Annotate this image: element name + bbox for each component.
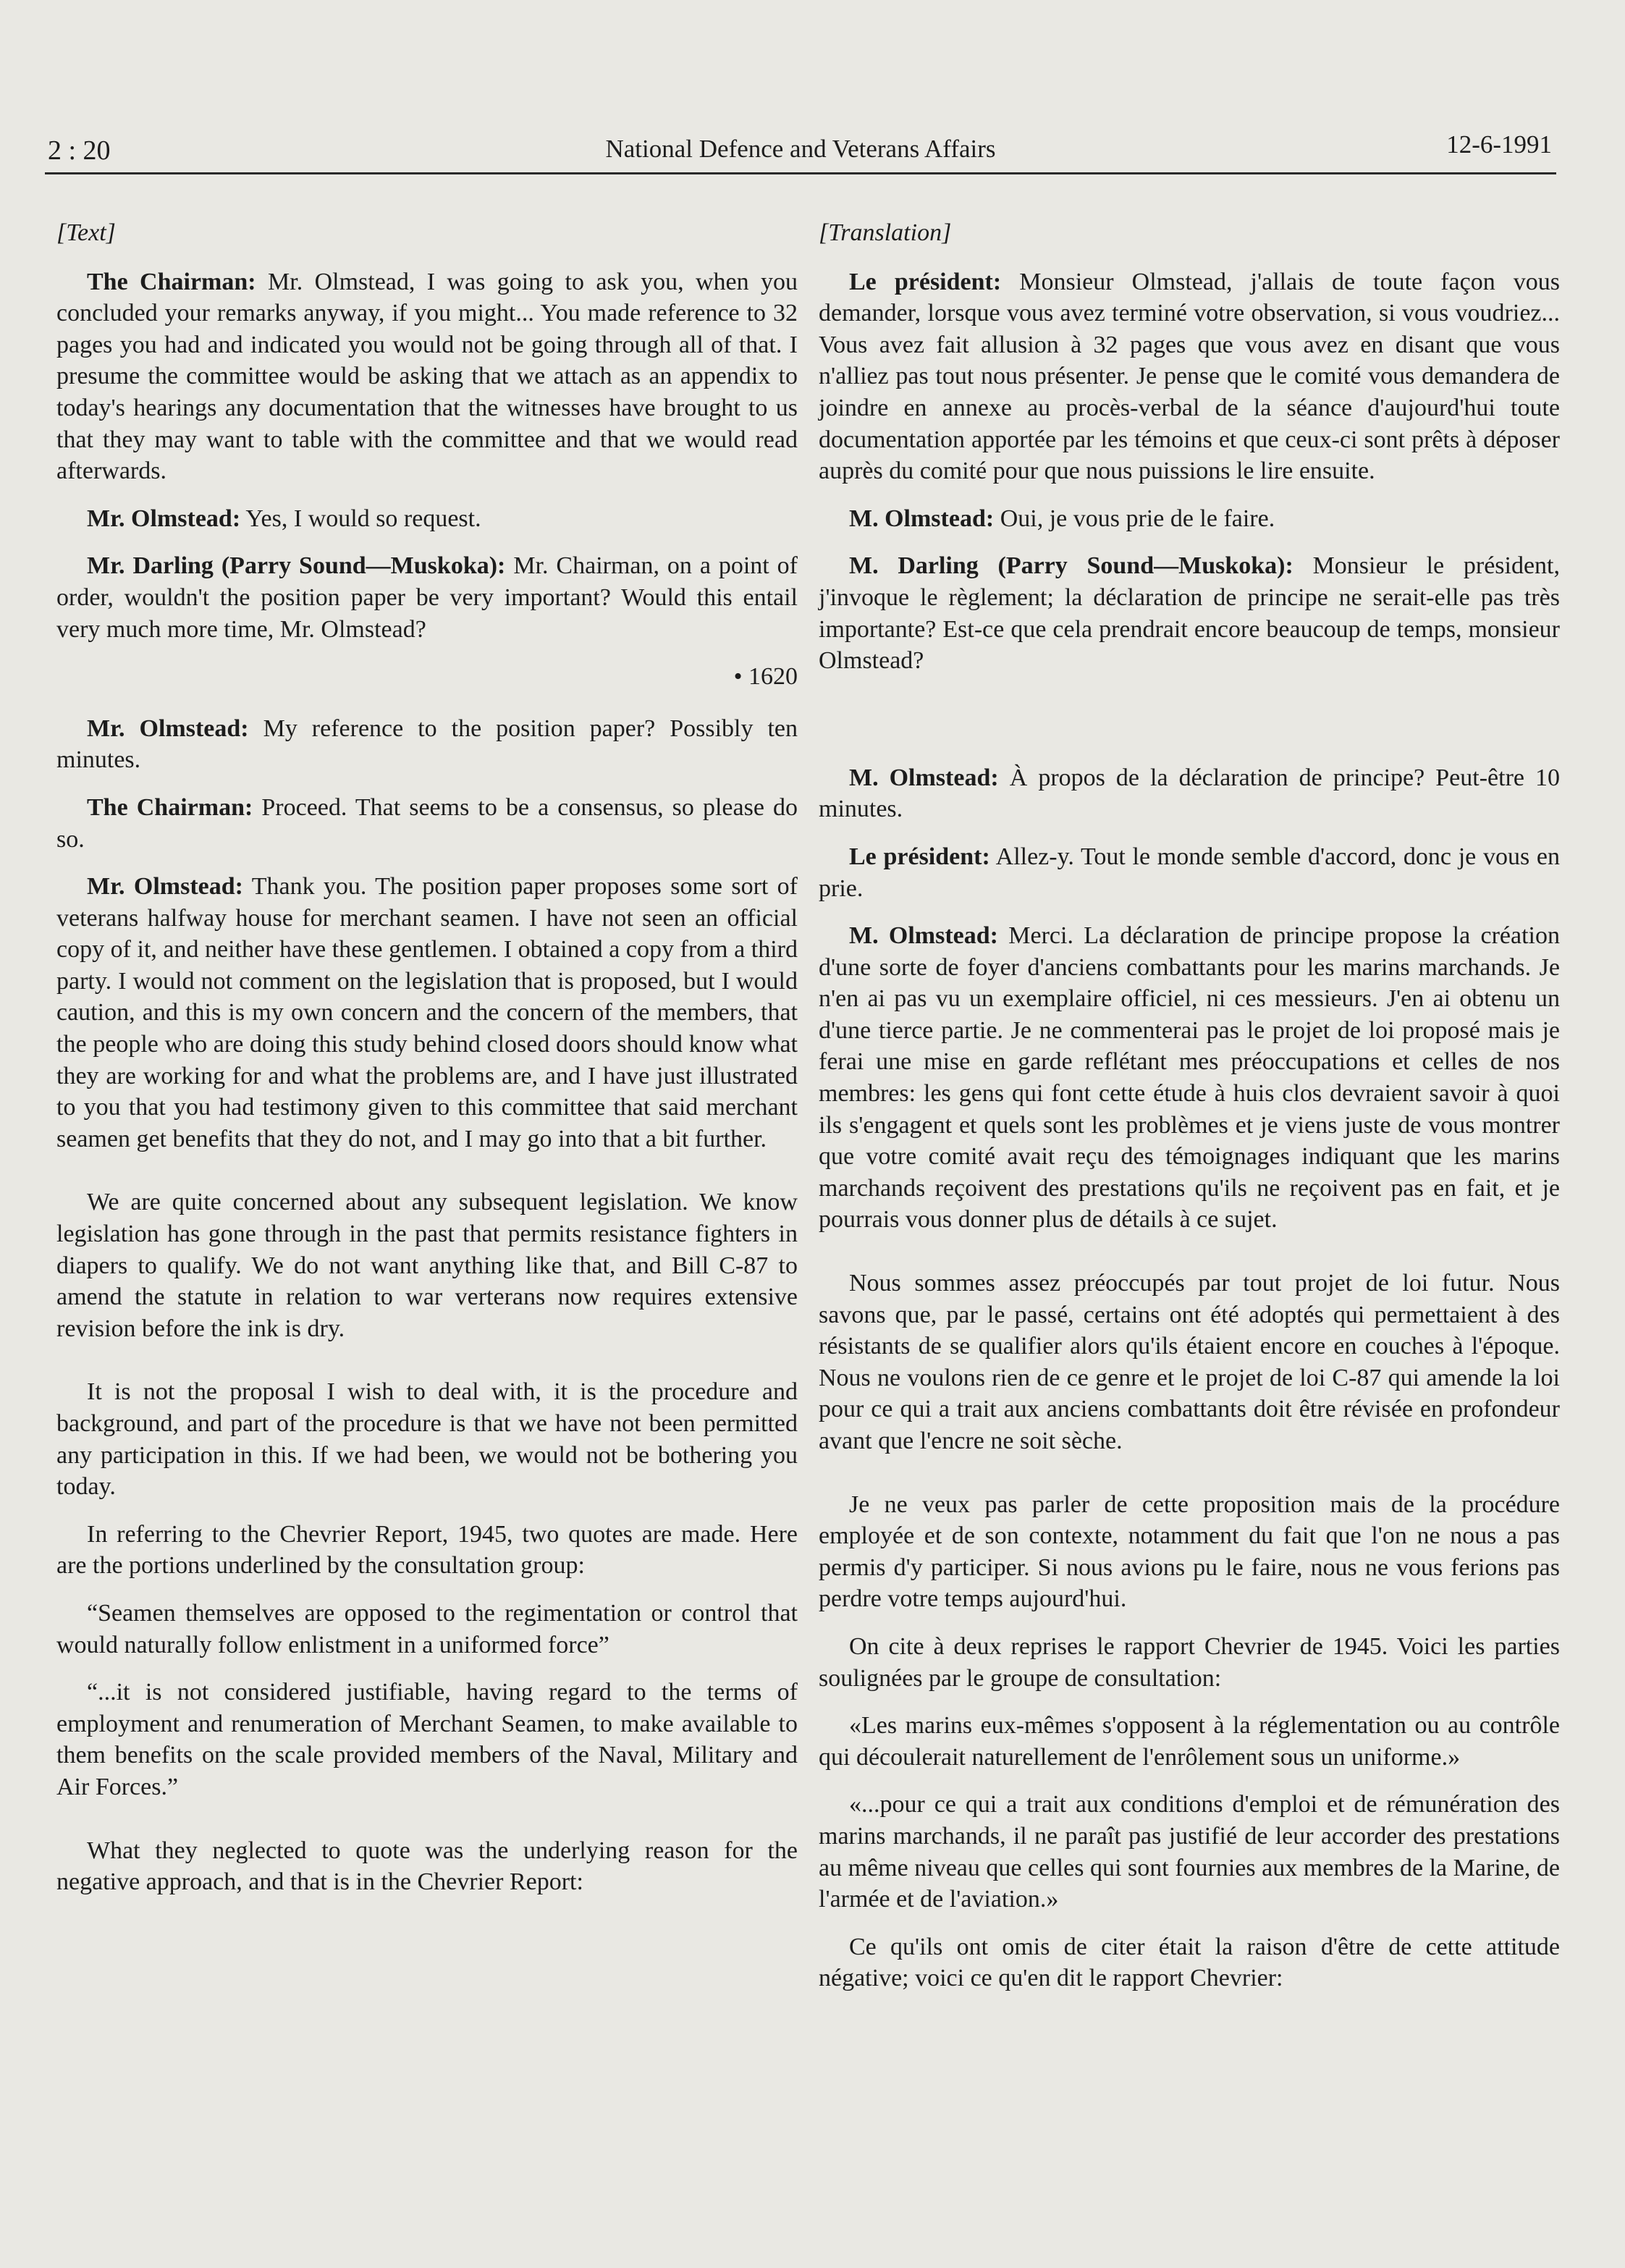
speaker-name: Mr. Olmstead: — [87, 505, 241, 532]
paragraph — [819, 550, 1560, 676]
paragraph — [56, 871, 798, 1155]
paragraph-text: Mr. Olmstead, I was going to ask you, when you concluded your remarks anyway, if you might... You made reference to 32 pages you had and indicated you would not be going through all of that. I presume the committee would be asking that we attach as an appendix to today's hearings any documentation that the witnesses have brought to us that they may want to table with the committee and that we would read afterwards. — [56, 268, 798, 485]
paragraph: Je ne veux pas parler de cette proposition mais de la procédure employée et de son contexte, notamment du fait que l'on ne nous a pas permis d'y participer. Si nous avions pu le faire, nous ne vous ferions pas perdre votre temps aujourd'hui. — [819, 1491, 1560, 1613]
page-header — [45, 125, 1556, 174]
speaker-name: Mr. Darling (Parry Sound—Muskoka): — [87, 552, 506, 580]
paragraph-text: À propos de la déclaration de principe? Peut-être 10 minutes. — [819, 764, 1561, 823]
paragraph — [819, 920, 1560, 1236]
paragraph: It is not the proposal I wish to deal with, it is the procedure and background, and part of the procedure is that we have not been permitted any participation in this. If we had been, we would not be bothering you today. — [56, 1378, 798, 1501]
speaker-name: Le président: — [849, 268, 1002, 295]
page-date: 12-6-1991 — [1446, 130, 1552, 159]
paragraph-text: Mr. Chairman, on a point of order, wouldn't the position paper be very important? Would this entail very much more time, Mr. Olmstead? — [56, 552, 798, 643]
paragraph: On cite à deux reprises le rapport Chevrier de 1945. Voici les parties soulignées par le groupe de consultation: — [819, 1632, 1560, 1692]
paragraph-text: Monsieur le président, j'invoque le règlement; la déclaration de principe ne serait-elle pas très importante? Est-ce que cela prendrait encore beaucoup de temps, monsieur Olmstead? — [819, 552, 1561, 675]
speaker-name: Mr. Olmstead: — [87, 714, 249, 742]
paragraph — [56, 266, 798, 487]
paragraph-text: Monsieur Olmstead, j'allais de toute façon vous demander, lorsque vous avez terminé votre observation, si vous voudriez... Vous avez fait allusion à 32 pages que vous avez en disant que vous n'alliez pas tout nous présenter. Je pense que le comité vous demandera de joindre en annexe au procès-verbal de la séance d'aujourd'hui toute documentation apportée par les témoins et que ceux-ci sont prêts à déposer auprès du comité pour que nous puissions le lire ensuite. — [819, 268, 1561, 485]
paragraph-text: Proceed. That seems to be a consensus, so please do so. — [56, 793, 798, 853]
paragraph — [56, 503, 798, 535]
paragraph-text: My reference to the position paper? Possibly ten minutes. — [56, 714, 798, 774]
text-tag: [Text] — [56, 219, 116, 246]
speaker-name: M. Darling (Parry Sound—Muskoka): — [849, 552, 1293, 580]
paragraph: Nous sommes assez préoccupés par tout projet de loi futur. Nous savons que, par le passé, certains ont été adoptés qui permettaient à des résistants de se qualifier alors qu'ils étaient encore en couches à l'époque. Nous ne voulons rien de ce genre et le projet de loi C-87 qui amende la loi pour ce qui a trait aux anciens combattants doit être révisée en profondeur avant que l'encre ne soit sèche. — [819, 1270, 1560, 1454]
block-quote: «...pour ce qui a trait aux conditions d'emploi et de rémunération des marins marchands, il ne paraît pas justifié de leur accorder des prestations au même niveau que celles qui sont fournies aux membres de la Marine, de l'armée et de l'aviation.» — [819, 1791, 1560, 1913]
speaker-name: The Chairman: — [87, 793, 253, 821]
speaker-name: M. Olmstead: — [849, 505, 995, 532]
paragraph — [56, 713, 798, 776]
paragraph-text: Allez-y. Tout le monde semble d'accord, donc je vous en prie. — [819, 843, 1561, 902]
paragraph — [819, 841, 1560, 904]
translation-tag: [Translation] — [819, 219, 952, 246]
time-marker: • 1620 — [733, 663, 798, 691]
speaker-name: M. Olmstead: — [849, 764, 999, 791]
speaker-name: Le président: — [849, 843, 990, 870]
page-number: 2 : 20 — [48, 135, 111, 166]
french-column — [819, 217, 1560, 2010]
paragraph-text: Thank you. The position paper proposes some sort of veterans halfway house for merchant seamen. I have not seen an official copy of it, and neither have these gentlemen. I obtained a copy from a third party. I would not comment on the legislation that is proposed, but I would caution, and this is my own concern and the concern of the members, that the people who are doing this study behind closed doors should know what they are working for and what the problems are, and I have just illustrated to you that you had testimony given to this committee that said merchant seamen get benefits that they do not, and I may go into that a bit further. — [56, 873, 798, 1152]
paragraph — [819, 266, 1560, 487]
paragraph: In referring to the Chevrier Report, 1945, two quotes are made. Here are the portions underlined by the consultation group: — [56, 1520, 798, 1580]
paragraph — [56, 550, 798, 645]
paragraph — [819, 503, 1560, 535]
block-quote: «Les marins eux-mêmes s'opposent à la réglementation ou au contrôle qui découlerait naturellement de l'enrôlement sous un uniforme.» — [819, 1712, 1560, 1771]
marker-spacer — [819, 693, 1560, 762]
paragraph: What they neglected to quote was the underlying reason for the negative approach, and that is in the Chevrier Report: — [56, 1837, 798, 1896]
running-title: National Defence and Veterans Affairs — [605, 135, 996, 163]
speaker-name: The Chairman: — [87, 268, 256, 295]
paragraph-text: Yes, I would so request. — [245, 505, 481, 532]
english-column — [56, 217, 798, 1914]
block-quote: “Seamen themselves are opposed to the regimentation or control that would naturally follow enlistment in a uniformed force” — [56, 1599, 798, 1658]
speaker-name: Mr. Olmstead: — [87, 873, 243, 901]
paragraph: We are quite concerned about any subsequent legislation. We know legislation has gone through in the past that permits resistance fighters in diapers to qualify. We do not want anything like that, and Bill C-87 to amend the statute in relation to war verterans now requires extensive revision before the ink is dry. — [56, 1189, 798, 1342]
block-quote: “...it is not considered justifiable, having regard to the terms of employment and renumeration of Merchant Seamen, to make available to them benefits on the scale provided members of the Naval, Military and Air Forces.” — [56, 1679, 798, 1800]
speaker-name: M. Olmstead: — [849, 922, 998, 950]
paragraph — [56, 792, 798, 855]
paragraph — [819, 762, 1560, 825]
paragraph: Ce qu'ils ont omis de citer était la raison d'être de cette attitude négative; voici ce qu'en dit le rapport Chevrier: — [819, 1933, 1560, 1992]
paragraph-text: Oui, je vous prie de le faire. — [1000, 505, 1275, 532]
paragraph-text: Merci. La déclaration de principe propose la création d'une sorte de foyer d'anciens combattants pour les marins marchands. Je n'en ai pas vu un exemplaire officiel, ni ces messieurs. J'en ai obtenu un d'une tierce partie. Je ne commenterai pas le projet de loi proposé mais je ferai une mise en garde reflétant mes préoccupations et celles de nos membres: les gens qui font cette étude à huis clos devraient savoir à quoi ils s'engagent et quels sont les problèmes et je viens juste de vous montrer que votre comité avait reçu des témoignages indiquant que les marins marchands reçoivent des prestations qu'ils ne reçoivent pas en fait, et je pourrais vous donner plus de détails à ce sujet. — [819, 922, 1560, 1234]
